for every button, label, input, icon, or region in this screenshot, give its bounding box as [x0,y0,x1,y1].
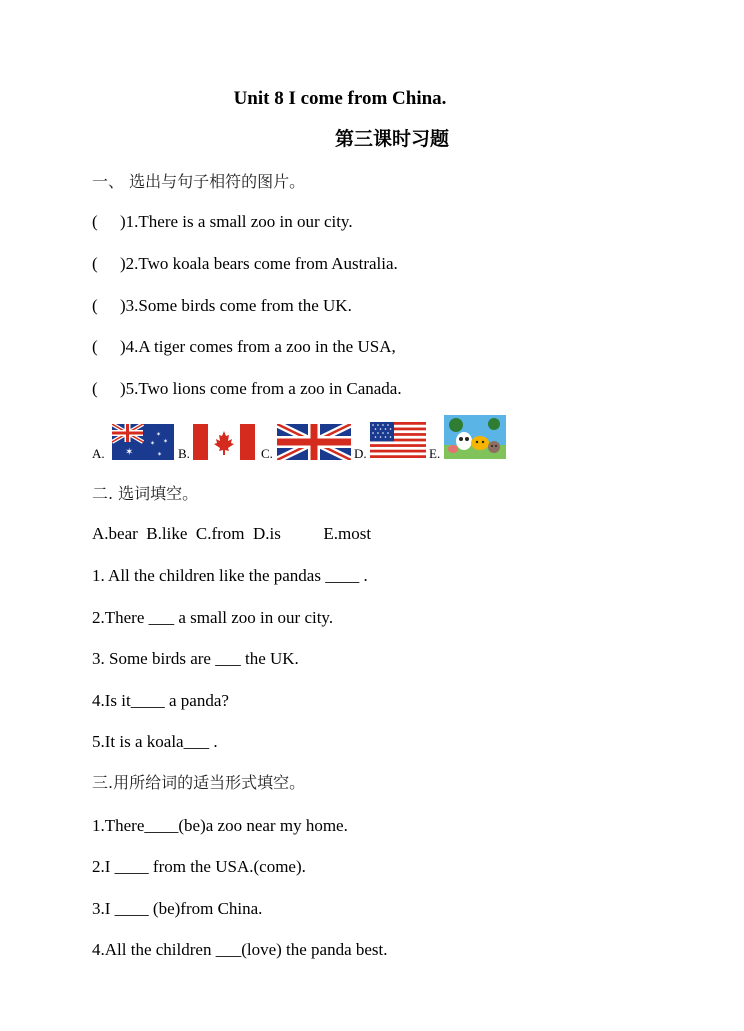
svg-text:✶: ✶ [157,451,163,458]
fill-blank-item: 3. Some birds are ___ the UK. [92,649,299,668]
uk-flag-icon [277,424,351,460]
answer-blank: ( [92,379,98,398]
answer-blank: ( [92,337,98,356]
page-title: Unit 8 I come from China. [233,88,447,109]
word-form-item: 1.There____(be)a zoo near my home. [92,816,348,835]
fill-blank-item: 4.Is it____ a panda? [92,691,229,710]
australia-flag-icon [112,424,174,460]
question-item [92,254,398,274]
svg-text:✶: ✶ [163,438,169,445]
option-letter: A. [92,446,105,461]
option-letter: C. [261,446,273,461]
option-letter: B. [178,446,190,461]
section-2-heading: 二. 选词填空。 [92,484,199,503]
svg-text:✶: ✶ [156,431,162,438]
question-text: )5.Two lions come from a zoo in Canada. [120,379,402,398]
word-choices: A.bear B.like C.from D.is E.most [92,524,372,543]
option-letter: D. [354,446,367,461]
canada-flag-icon [193,424,255,460]
question-item [92,296,352,316]
question-text: )2.Two koala bears come from Australia. [120,254,398,273]
option-letter: E. [429,446,441,461]
page-subtitle: 第三课时习题 [334,128,449,150]
zoo-animals-icon [444,415,506,459]
question-text: )3.Some birds come from the UK. [120,296,352,315]
word-form-item: 3.I ____ (be)from China. [92,899,263,918]
question-text: )1.There is a small zoo in our city. [120,212,353,231]
word-form-item: 4.All the children ___(love) the panda best. [92,940,388,959]
fill-blank-item: 1. All the children like the pandas ____ . [92,566,368,585]
section-1-heading: 一、 选出与句子相符的图片。 [92,172,306,191]
usa-flag-icon [370,422,426,458]
question-text: )4.A tiger comes from a zoo in the USA, [120,337,396,356]
section-3-heading: 三.用所给词的适当形式填空。 [92,773,306,792]
question-item [92,379,402,399]
answer-blank: ( [92,254,98,273]
answer-blank: ( [92,212,98,231]
question-item [92,337,396,357]
question-item [92,212,353,232]
svg-text:✶: ✶ [125,447,134,458]
answer-blank: ( [92,296,98,315]
word-form-item: 2.I ____ from the USA.(come). [92,857,306,876]
fill-blank-item: 2.There ___ a small zoo in our city. [92,608,334,627]
fill-blank-item: 5.It is a koala___ . [92,732,218,751]
svg-text:✶: ✶ [150,440,156,447]
